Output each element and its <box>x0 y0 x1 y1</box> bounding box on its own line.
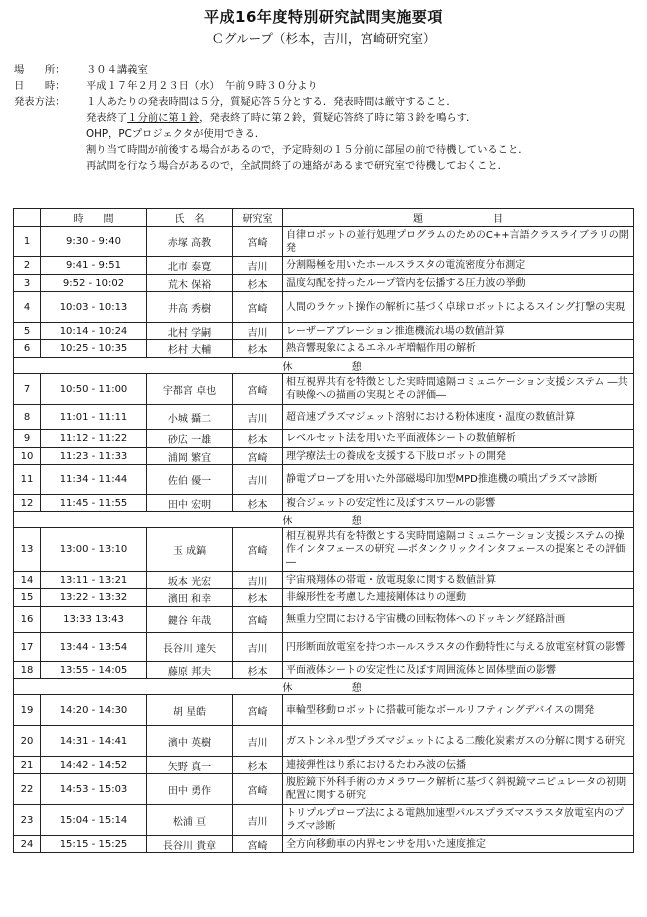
method-notes <box>86 110 639 174</box>
row-presenter-name: 長谷川 貴章 <box>147 836 233 853</box>
row-time: 9:52 ‐ 10:02 <box>41 275 147 292</box>
row-presenter-name: 杉村 大輔 <box>147 340 233 358</box>
method-label: 発表方法： <box>14 96 66 108</box>
row-number: 23 <box>14 805 41 836</box>
table-header-row <box>14 209 634 227</box>
row-number: 13 <box>14 528 41 572</box>
table-row <box>14 340 634 358</box>
table-row <box>14 528 634 572</box>
row-lab: 宮崎 <box>233 836 283 853</box>
row-time: 10:03 ‐ 10:13 <box>41 292 147 323</box>
row-presenter-name: 松浦 亘 <box>147 805 233 836</box>
row-presenter-name: 小城 攝二 <box>147 405 233 430</box>
row-presenter-name: 矢野 真一 <box>147 757 233 774</box>
row-topic: 理学療法士の養成を支援する下肢ロボットの開発 <box>283 448 634 465</box>
row-number: 6 <box>14 340 41 358</box>
row-number: 12 <box>14 495 41 512</box>
table-row <box>14 662 634 679</box>
row-number: 10 <box>14 448 41 465</box>
row-time: 13:00 ‐ 13:10 <box>41 528 147 572</box>
row-number: 2 <box>14 257 41 275</box>
row-topic: レーザーアブレーション推進機流れ場の数値計算 <box>283 323 634 340</box>
row-topic: 連接弾性はり系におけるたわみ波の伝播 <box>283 757 634 774</box>
row-lab: 吉川 <box>233 633 283 662</box>
row-presenter-name: 藤原 邦夫 <box>147 662 233 679</box>
row-time: 10:25 ‐ 10:35 <box>41 340 147 358</box>
row-lab: 吉川 <box>233 257 283 275</box>
row-topic: 温度勾配を持ったループ管内を伝播する圧力波の挙動 <box>283 275 634 292</box>
row-time: 9:30 ‐ 9:40 <box>41 227 147 257</box>
break-row <box>14 679 634 695</box>
row-presenter-name: 北市 泰寛 <box>147 257 233 275</box>
row-number: 3 <box>14 275 41 292</box>
row-lab: 宮崎 <box>233 774 283 805</box>
row-presenter-name: 北村 学嗣 <box>147 323 233 340</box>
table-row <box>14 607 634 633</box>
row-time: 10:14 ‐ 10:24 <box>41 323 147 340</box>
row-lab: 吉川 <box>233 726 283 757</box>
row-number: 20 <box>14 726 41 757</box>
row-topic: 熱音響現象によるエネルギ増幅作用の解析 <box>283 340 634 358</box>
row-time: 13:44 ‐ 13:54 <box>41 633 147 662</box>
table-row <box>14 589 634 607</box>
row-lab: 杉本 <box>233 589 283 607</box>
break-label: 休 憩 <box>14 512 634 528</box>
row-time: 10:50 ‐ 11:00 <box>41 374 147 405</box>
row-number: 16 <box>14 607 41 633</box>
row-presenter-name: 井高 秀樹 <box>147 292 233 323</box>
bell-note-pre: 発表終了 <box>86 112 128 124</box>
page-title: 平成16年度特別研究試問実施要項 <box>204 8 443 26</box>
table-row <box>14 430 634 448</box>
row-lab: 宮崎 <box>233 607 283 633</box>
row-presenter-name: 濱田 和幸 <box>147 589 233 607</box>
row-lab: 宮崎 <box>233 227 283 257</box>
row-time: 13:22 ‐ 13:32 <box>41 589 147 607</box>
row-topic: 非線形性を考慮した連接剛体はりの運動 <box>283 589 634 607</box>
row-topic: 複合ジェットの安定性に及ぼすスワールの影響 <box>283 495 634 512</box>
table-row <box>14 448 634 465</box>
row-presenter-name: 砂広 一雄 <box>147 430 233 448</box>
break-label: 休 憩 <box>14 358 634 374</box>
row-topic: 円形断面放電室を持つホールスラスタの作動特性に与える放電室材質の影響 <box>283 633 634 662</box>
method-row <box>14 94 639 110</box>
row-time: 15:15 ‐ 15:25 <box>41 836 147 853</box>
row-presenter-name: 長谷川 達矢 <box>147 633 233 662</box>
bell-note-underlined: １分前に第１鈴 <box>127 112 200 124</box>
table-row <box>14 757 634 774</box>
row-lab: 杉本 <box>233 495 283 512</box>
row-number: 4 <box>14 292 41 323</box>
row-topic: 腹腔鏡下外科手術のカメラワーク解析に基づく斜視鏡マニピュレータの初期配置に関する研究 <box>283 774 634 805</box>
table-row <box>14 465 634 495</box>
row-topic: 宇宙飛翔体の帯電・放電現象に関する数値計算 <box>283 572 634 589</box>
row-topic: 静電プローブを用いた外部磁場印加型MPD推進機の噴出プラズマ診断 <box>283 465 634 495</box>
header-time: 時 間 <box>41 209 147 227</box>
row-number: 15 <box>14 589 41 607</box>
row-topic: レベルセット法を用いた平面液体シートの数値解析 <box>283 430 634 448</box>
place-row <box>14 62 639 78</box>
header-topic: 題 目 <box>283 209 634 227</box>
break-row <box>14 358 634 374</box>
row-time: 9:41 ‐ 9:51 <box>41 257 147 275</box>
row-lab: 吉川 <box>233 405 283 430</box>
date-row <box>14 78 639 94</box>
row-number: 7 <box>14 374 41 405</box>
row-lab: 吉川 <box>233 465 283 495</box>
table-row <box>14 774 634 805</box>
table-row <box>14 836 634 853</box>
method-note: OHP，PCプロジェクタが使用できる． <box>86 128 266 140</box>
table-row <box>14 805 634 836</box>
header-lab: 研究室 <box>233 209 283 227</box>
row-presenter-name: 坂本 光宏 <box>147 572 233 589</box>
row-presenter-name: 濱中 英樹 <box>147 726 233 757</box>
row-presenter-name: 玉 成鎬 <box>147 528 233 572</box>
row-number: 11 <box>14 465 41 495</box>
row-lab: 杉本 <box>233 757 283 774</box>
row-topic: トリプルプローブ法による電熱加速型パルスプラズマスラスタ放電室内のプラズマ診断 <box>283 805 634 836</box>
header-name: 氏 名 <box>147 209 233 227</box>
table-row <box>14 633 634 662</box>
row-lab: 宮崎 <box>233 374 283 405</box>
row-topic: ガストンネル型プラズマジェットによる二酸化炭素ガスの分解に関する研究 <box>283 726 634 757</box>
row-number: 19 <box>14 695 41 726</box>
place-value: ３０４講義室 <box>86 64 148 76</box>
bell-note <box>86 110 639 126</box>
row-presenter-name: 田中 勇作 <box>147 774 233 805</box>
row-presenter-name: 鍵谷 年哉 <box>147 607 233 633</box>
row-lab: 吉川 <box>233 805 283 836</box>
table-row <box>14 405 634 430</box>
row-number: 8 <box>14 405 41 430</box>
row-time: 14:42 ‐ 14:52 <box>41 757 147 774</box>
method-note: 再試問を行なう場合があるので，全試問終了の連絡があるまで研究室で待機しておくこと． <box>86 160 508 172</box>
method-note: １人あたりの発表時間は５分，質疑応答５分とする．発表時間は厳守すること． <box>86 96 457 108</box>
row-presenter-name: 佐伯 優一 <box>147 465 233 495</box>
schedule-body <box>14 227 634 853</box>
row-time: 15:04 ‐ 15:14 <box>41 805 147 836</box>
date-label: 日 時： <box>14 80 66 92</box>
break-label: 休 憩 <box>14 679 634 695</box>
row-number: 1 <box>14 227 41 257</box>
break-row <box>14 512 634 528</box>
group-subtitle: Ｃグループ（杉本，吉川，宮崎研究室） <box>211 31 436 46</box>
row-presenter-name: 荒木 保裕 <box>147 275 233 292</box>
row-time: 13:33 13:43 <box>41 607 147 633</box>
row-time: 11:01 ‐ 11:11 <box>41 405 147 430</box>
row-number: 17 <box>14 633 41 662</box>
row-topic: 無重力空間における宇宙機の回転物体へのドッキング経路計画 <box>283 607 634 633</box>
place-label: 場 所： <box>14 64 66 76</box>
row-number: 24 <box>14 836 41 853</box>
row-time: 11:12 ‐ 11:22 <box>41 430 147 448</box>
row-lab: 杉本 <box>233 662 283 679</box>
bell-note-post: ，発表終了時に第２鈴，質疑応答終了時に第３鈴を鳴らす． <box>199 112 477 124</box>
row-presenter-name: 田中 宏明 <box>147 495 233 512</box>
table-row <box>14 695 634 726</box>
row-topic: 相互視界共有を特徴とした実時間遠隔コミュニケーション支援システム ―共有映像への描画の実現とその評価― <box>283 374 634 405</box>
row-number: 21 <box>14 757 41 774</box>
table-row <box>14 292 634 323</box>
row-lab: 杉本 <box>233 275 283 292</box>
row-presenter-name: 宇都宮 卓也 <box>147 374 233 405</box>
schedule-table <box>13 208 634 853</box>
row-topic: 人間のラケット操作の解析に基づく卓球ロボットによるスイング打撃の実現 <box>283 292 634 323</box>
row-presenter-name: 胡 星皓 <box>147 695 233 726</box>
info-block <box>14 62 639 174</box>
row-time: 11:45 ‐ 11:55 <box>41 495 147 512</box>
row-lab: 杉本 <box>233 430 283 448</box>
row-time: 13:11 ‐ 13:21 <box>41 572 147 589</box>
table-row <box>14 572 634 589</box>
table-row <box>14 726 634 757</box>
row-number: 18 <box>14 662 41 679</box>
row-lab: 杉本 <box>233 340 283 358</box>
row-topic: 超音速プラズマジェット溶射における粉体速度・温度の数値計算 <box>283 405 634 430</box>
row-lab: 宮崎 <box>233 448 283 465</box>
row-lab: 吉川 <box>233 572 283 589</box>
row-topic: 相互視界共有を特徴とする実時間遠隔コミュニケーション支援システムの操作インタフェースの研究 ―ボタンクリックインタフェースの提案とその評価― <box>283 528 634 572</box>
table-row <box>14 323 634 340</box>
row-time: 11:23 ‐ 11:33 <box>41 448 147 465</box>
row-time: 14:20 ‐ 14:30 <box>41 695 147 726</box>
method-note: 割り当て時間が前後する場合があるので，予定時刻の１５分前に部屋の前で待機していること． <box>86 144 529 156</box>
table-row <box>14 227 634 257</box>
row-lab: 宮崎 <box>233 528 283 572</box>
row-time: 14:53 ‐ 15:03 <box>41 774 147 805</box>
row-number: 5 <box>14 323 41 340</box>
row-number: 14 <box>14 572 41 589</box>
date-value: 平成１７年２月２３日（水） 午前９時３０分より <box>86 80 318 92</box>
table-row <box>14 257 634 275</box>
table-row <box>14 495 634 512</box>
table-row <box>14 275 634 292</box>
row-topic: 平面液体シートの安定性に及ぼす周囲流体と固体壁面の影響 <box>283 662 634 679</box>
row-number: 9 <box>14 430 41 448</box>
row-lab: 宮崎 <box>233 292 283 323</box>
row-time: 13:55 ‐ 14:05 <box>41 662 147 679</box>
row-number: 22 <box>14 774 41 805</box>
row-topic: 自律ロボットの並行処理プログラムのためのC++言語クラスライブラリの開発 <box>283 227 634 257</box>
header-no <box>14 209 41 227</box>
row-topic: 全方向移動車の内界センサを用いた速度推定 <box>283 836 634 853</box>
row-presenter-name: 浦岡 繁宜 <box>147 448 233 465</box>
table-row <box>14 374 634 405</box>
row-time: 11:34 ‐ 11:44 <box>41 465 147 495</box>
row-topic: 車輪型移動ロボットに搭載可能なボールリフティングデバイスの開発 <box>283 695 634 726</box>
row-presenter-name: 赤塚 高教 <box>147 227 233 257</box>
row-time: 14:31 ‐ 14:41 <box>41 726 147 757</box>
row-topic: 分割陽極を用いたホールスラスタの電流密度分布測定 <box>283 257 634 275</box>
row-lab: 吉川 <box>233 323 283 340</box>
row-lab: 宮崎 <box>233 695 283 726</box>
